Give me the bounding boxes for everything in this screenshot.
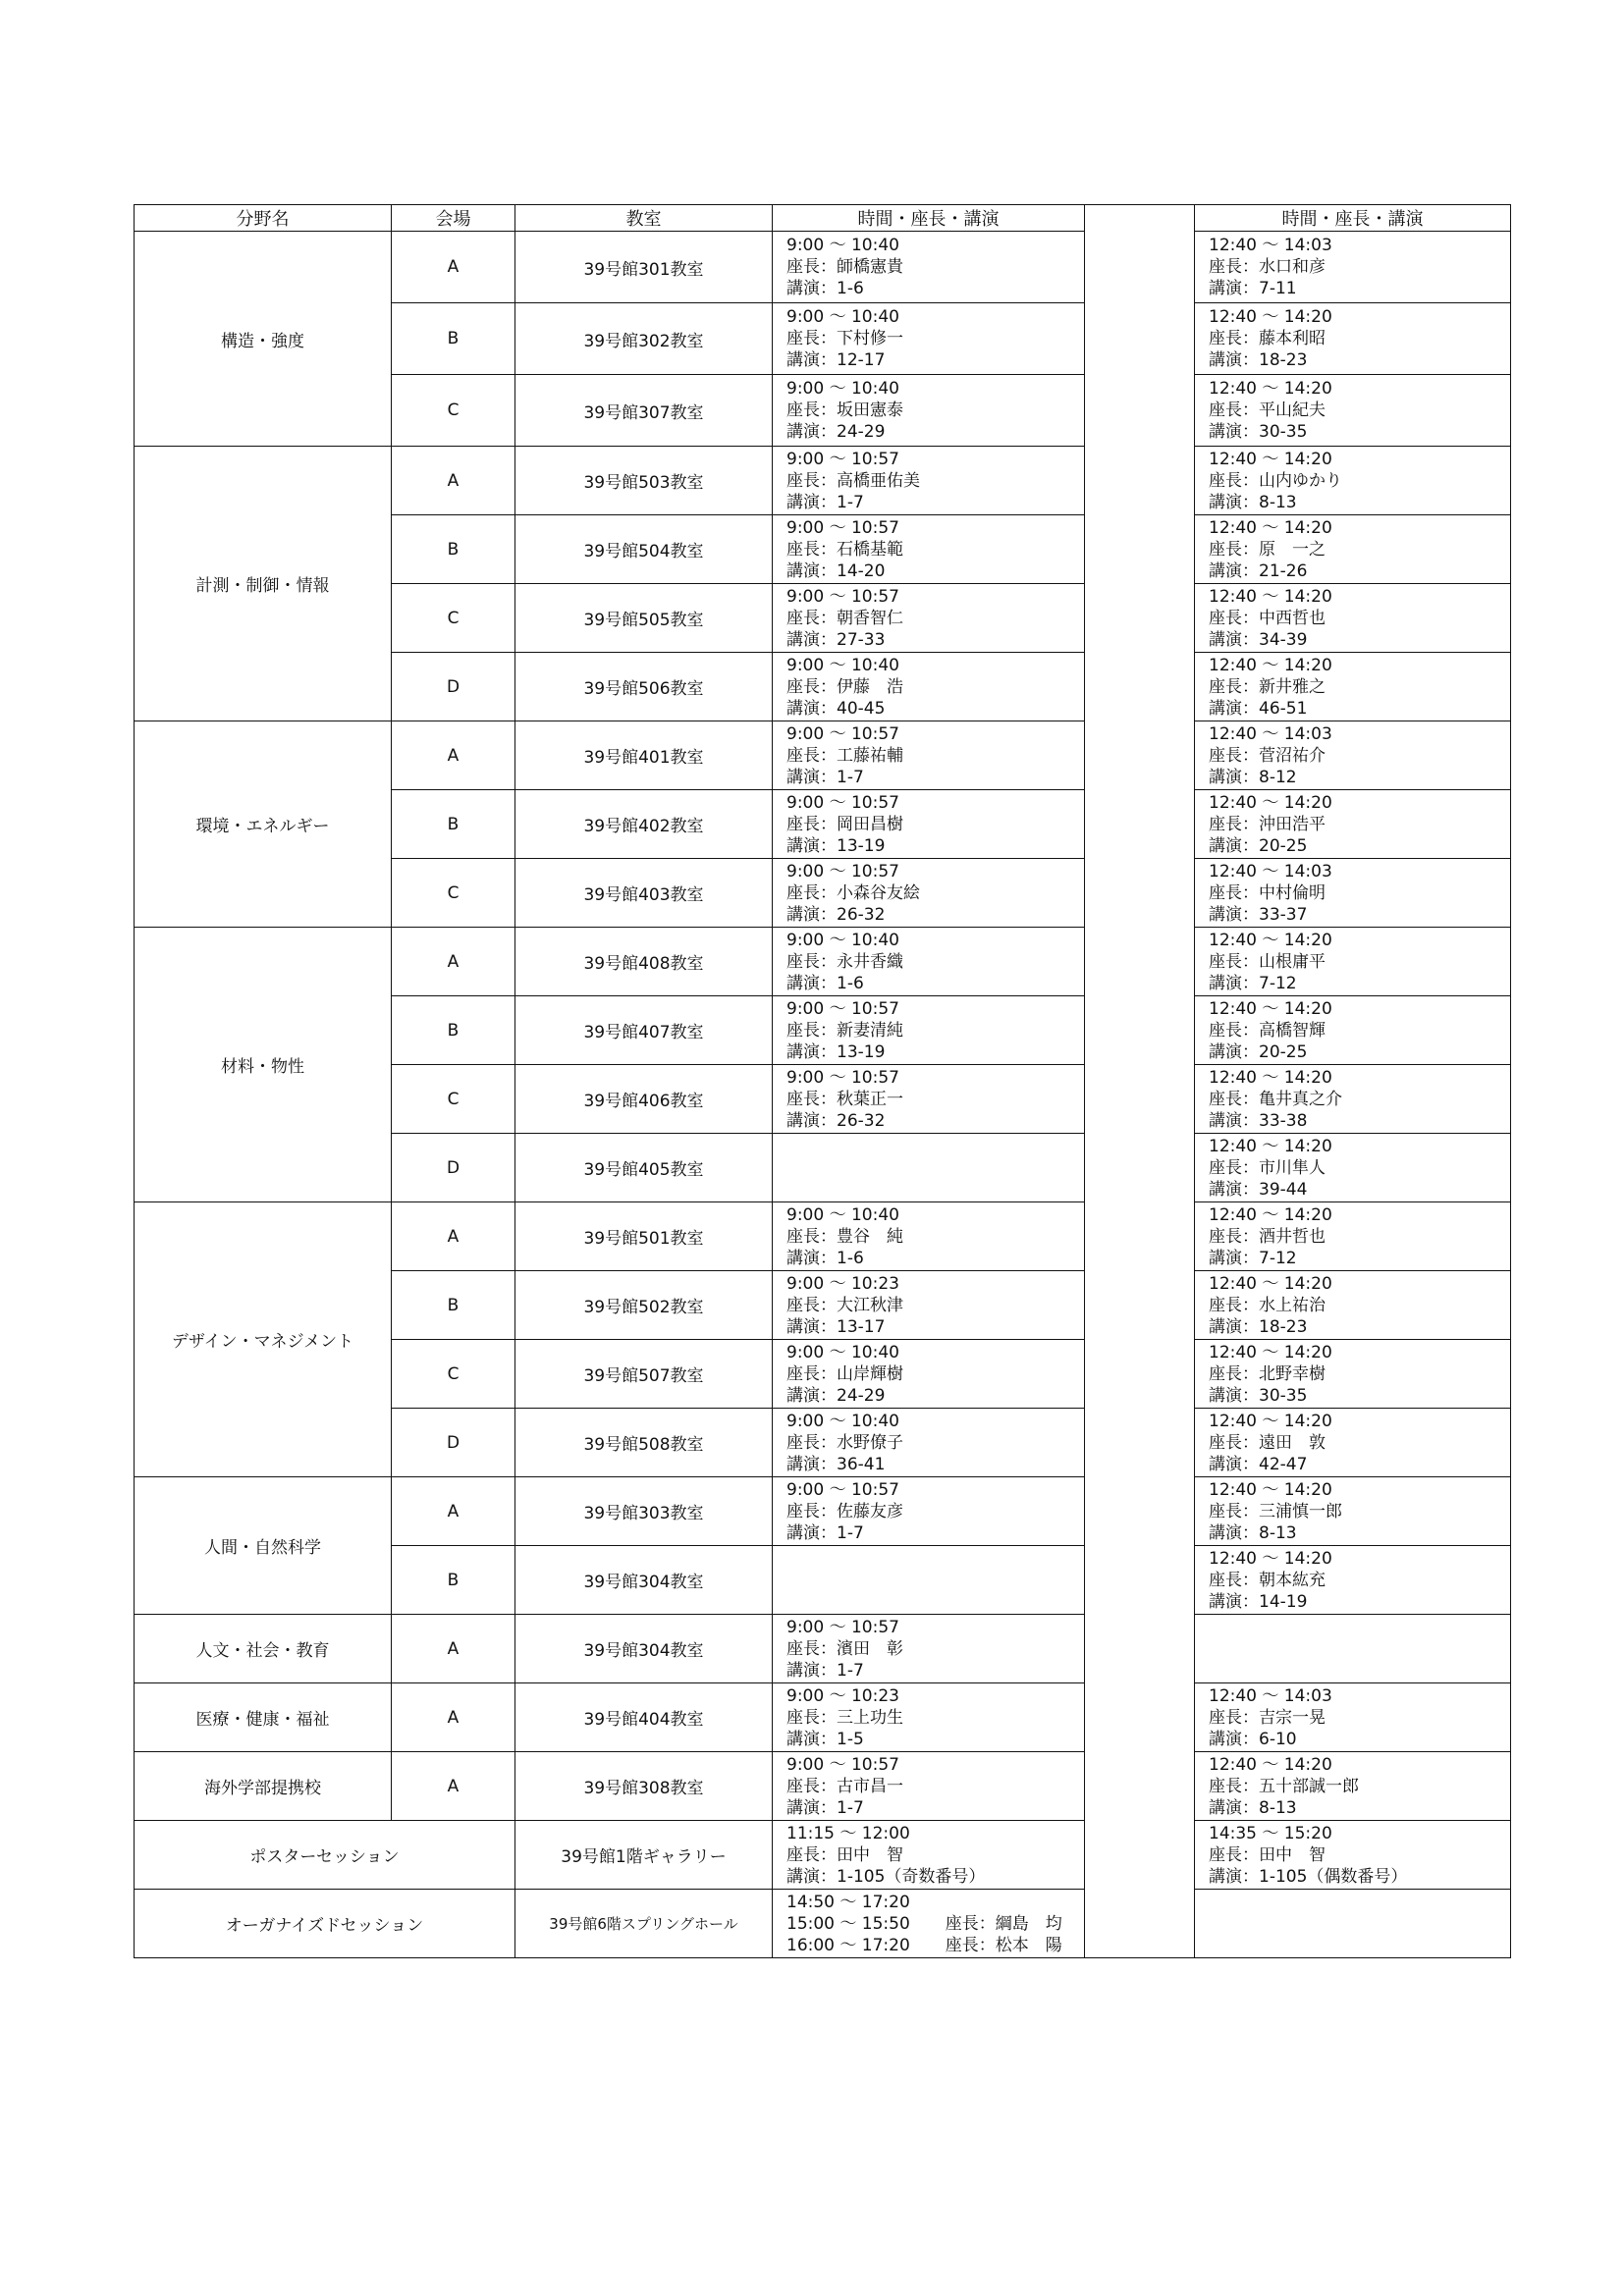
table-row [135, 721, 1511, 790]
session-line: 座長：市川隼人 [1209, 1157, 1326, 1178]
venue-label: B [392, 1546, 515, 1615]
room-name: 39号館302教室 [515, 303, 773, 375]
session-line: 12:40 ～ 14:20 [1209, 1204, 1332, 1225]
session-line: 講演：1-105（奇数番号） [786, 1866, 986, 1887]
session-line: 9:00 ～ 10:40 [786, 930, 899, 950]
am-session [773, 1340, 1085, 1409]
pm-session [1195, 375, 1511, 447]
pm-session [1195, 303, 1511, 375]
session-line: 12:40 ～ 14:20 [1209, 1479, 1332, 1500]
table-row [135, 1615, 1511, 1683]
venue-label: C [392, 375, 515, 447]
session-line: 座長：佐藤友彦 [786, 1501, 903, 1522]
pm-session [1195, 1683, 1511, 1752]
session-line: 座長：永井香織 [786, 951, 903, 972]
session-line: 座長：水口和彦 [1209, 257, 1326, 277]
venue-label: B [392, 1271, 515, 1340]
organized-time: 14:50 ～ 17:20 [786, 1892, 910, 1912]
session-line: 12:40 ～ 14:20 [1209, 586, 1332, 607]
poster-pm [1195, 1821, 1511, 1890]
pm-session [1195, 1340, 1511, 1409]
organized-line [786, 1913, 1510, 1935]
field-name: 材料・物性 [135, 928, 392, 1202]
venue-label: A [392, 1202, 515, 1271]
field-name: 海外学部提携校 [135, 1752, 392, 1821]
session-line: 座長：工藤祐輔 [786, 745, 903, 766]
session-line: 座長：三浦慎一郎 [1209, 1501, 1342, 1522]
session-line: 講演：1-6 [786, 279, 864, 298]
organized-room: 39号館6階スプリングホール [515, 1890, 773, 1958]
session-line: 座長：山根庸平 [1209, 951, 1326, 972]
room-name: 39号館505教室 [515, 584, 773, 653]
session-line: 講演：30-35 [1209, 1385, 1308, 1406]
session-line: 9:00 ～ 10:57 [786, 586, 899, 607]
session-line: 座長：酒井哲也 [1209, 1226, 1326, 1247]
gap-column [1085, 232, 1195, 1958]
am-session [773, 996, 1085, 1065]
pm-session [1195, 232, 1511, 303]
session-line: 講演：20-25 [1209, 835, 1308, 856]
session-line: 12:40 ～ 14:20 [1209, 307, 1332, 327]
session-line: 座長：平山紀夫 [1209, 400, 1326, 420]
venue-label: C [392, 1340, 515, 1409]
session-line: 講演：8-13 [1209, 1522, 1297, 1543]
session-line: 講演：1-105（偶数番号） [1209, 1866, 1408, 1887]
session-line: 講演：33-37 [1209, 904, 1308, 925]
session-line: 座長：師橋憲貴 [786, 257, 903, 277]
schedule-table [134, 204, 1511, 1958]
header-row [135, 205, 1511, 232]
am-session [773, 1546, 1085, 1615]
session-line: 座長：小森谷友絵 [786, 882, 920, 903]
session-line: 座長：坂田憲泰 [786, 400, 903, 420]
pm-session [1195, 996, 1511, 1065]
venue-label: B [392, 303, 515, 375]
venue-label: A [392, 447, 515, 515]
room-name: 39号館501教室 [515, 1202, 773, 1271]
session-line: 講演：8-13 [1209, 1797, 1297, 1818]
room-name: 39号館307教室 [515, 375, 773, 447]
pm-session [1195, 721, 1511, 790]
room-name: 39号館304教室 [515, 1546, 773, 1615]
pm-session [1195, 447, 1511, 515]
organized-chair: 座長：綱島 均 [945, 1913, 1062, 1934]
organized-time: 15:00 ～ 15:50 [786, 1913, 910, 1934]
venue-label: B [392, 790, 515, 859]
session-line: 座長：岡田昌樹 [786, 814, 903, 834]
session-line: 講演：46-51 [1209, 698, 1308, 719]
session-line: 12:40 ～ 14:03 [1209, 723, 1332, 744]
am-session [773, 1202, 1085, 1271]
table-row [135, 1752, 1511, 1821]
organized-line [786, 1892, 1510, 1913]
session-line: 講演：24-29 [786, 1385, 886, 1406]
session-line: 座長：大江秋津 [786, 1295, 903, 1315]
organized-chair: 座長：松本 陽 [945, 1935, 1062, 1955]
am-session [773, 928, 1085, 996]
session-line: 9:00 ～ 10:40 [786, 1204, 899, 1225]
venue-label: A [392, 1752, 515, 1821]
am-session [773, 584, 1085, 653]
session-line: 講演：7-11 [1209, 279, 1297, 298]
venue-label: C [392, 584, 515, 653]
room-name: 39号館402教室 [515, 790, 773, 859]
room-name: 39号館503教室 [515, 447, 773, 515]
header-gap [1085, 205, 1195, 232]
session-line: 講演：8-13 [1209, 492, 1297, 512]
session-line: 講演：40-45 [786, 698, 886, 719]
table-row [135, 1683, 1511, 1752]
session-line: 講演：14-20 [786, 561, 886, 581]
session-line: 座長：朝本紘充 [1209, 1570, 1326, 1590]
am-session [773, 447, 1085, 515]
pm-session [1195, 1134, 1511, 1202]
session-line: 9:00 ～ 10:57 [786, 1617, 899, 1637]
venue-label: A [392, 928, 515, 996]
venue-label: D [392, 653, 515, 721]
session-line: 座長：山岸輝樹 [786, 1363, 903, 1384]
table-row [135, 447, 1511, 515]
session-line: 座長：中西哲也 [1209, 608, 1326, 628]
room-name: 39号館507教室 [515, 1340, 773, 1409]
poster-room: 39号館1階ギャラリー [515, 1821, 773, 1890]
session-line: 座長：下村修一 [786, 329, 903, 348]
session-line: 講演：7-12 [1209, 973, 1297, 993]
table-row [135, 232, 1511, 303]
session-line: 座長：水上祐治 [1209, 1295, 1326, 1315]
session-line: 講演：1-7 [786, 767, 864, 787]
room-name: 39号館404教室 [515, 1683, 773, 1752]
am-session [773, 515, 1085, 584]
session-line: 講演：1-6 [786, 973, 864, 993]
session-line: 講演：18-23 [1209, 350, 1308, 370]
room-name: 39号館406教室 [515, 1065, 773, 1134]
session-line: 12:40 ～ 14:20 [1209, 517, 1332, 538]
session-line: 講演：26-32 [786, 1110, 886, 1131]
session-line: 9:00 ～ 10:57 [786, 792, 899, 813]
am-session [773, 303, 1085, 375]
poster-am [773, 1821, 1085, 1890]
session-line: 12:40 ～ 14:20 [1209, 1548, 1332, 1569]
session-line: 講演：13-17 [786, 1316, 886, 1337]
session-line: 講演：21-26 [1209, 561, 1308, 581]
room-name: 39号館506教室 [515, 653, 773, 721]
am-session [773, 1134, 1085, 1202]
venue-label: A [392, 232, 515, 303]
session-line: 座長：秋葉正一 [786, 1089, 903, 1109]
session-line: 講演：33-38 [1209, 1110, 1308, 1131]
header-field: 分野名 [135, 205, 392, 232]
session-line: 講演：8-12 [1209, 767, 1297, 787]
organized-time: 16:00 ～ 17:20 [786, 1935, 910, 1955]
table-row [135, 1477, 1511, 1546]
am-session [773, 375, 1085, 447]
session-line: 座長：高橋亜佑美 [786, 470, 920, 491]
session-line: 講演：39-44 [1209, 1179, 1308, 1200]
am-session [773, 1065, 1085, 1134]
pm-session [1195, 1477, 1511, 1546]
session-line: 講演：6-10 [1209, 1729, 1297, 1749]
session-line: 9:00 ～ 10:57 [786, 517, 899, 538]
session-line: 座長：中村倫明 [1209, 882, 1326, 903]
session-line: 9:00 ～ 10:23 [786, 1273, 899, 1294]
room-name: 39号館502教室 [515, 1271, 773, 1340]
venue-label: B [392, 515, 515, 584]
pm-session [1195, 1409, 1511, 1477]
room-name: 39号館405教室 [515, 1134, 773, 1202]
session-line: 座長：濱田 彰 [786, 1638, 903, 1659]
session-line: 座長：三上功生 [786, 1707, 903, 1728]
pm-session [1195, 1202, 1511, 1271]
session-line: 座長：吉宗一晃 [1209, 1707, 1326, 1728]
session-line: 講演：14-19 [1209, 1591, 1308, 1612]
session-line: 9:00 ～ 10:57 [786, 861, 899, 881]
room-name: 39号館508教室 [515, 1409, 773, 1477]
session-line: 講演：1-6 [786, 1248, 864, 1268]
session-line: 講演：1-5 [786, 1729, 864, 1749]
venue-label: D [392, 1409, 515, 1477]
session-line: 12:40 ～ 14:03 [1209, 1685, 1332, 1706]
field-name: 人文・社会・教育 [135, 1615, 392, 1683]
pm-session [1195, 584, 1511, 653]
session-line: 座長：五十部誠一郎 [1209, 1776, 1359, 1796]
room-name: 39号館308教室 [515, 1752, 773, 1821]
session-line: 12:40 ～ 14:03 [1209, 861, 1332, 881]
am-session [773, 232, 1085, 303]
venue-label: A [392, 1477, 515, 1546]
session-line: 12:40 ～ 14:20 [1209, 792, 1332, 813]
session-line: 14:35 ～ 15:20 [1209, 1823, 1332, 1843]
session-line: 講演：34-39 [1209, 629, 1308, 650]
session-line: 講演：1-7 [786, 1522, 864, 1543]
session-line: 講演：1-7 [786, 492, 864, 512]
session-line: 9:00 ～ 10:40 [786, 236, 899, 255]
am-session [773, 1409, 1085, 1477]
session-line: 座長：菅沼祐介 [1209, 745, 1326, 766]
session-line: 12:40 ～ 14:20 [1209, 1754, 1332, 1775]
session-line: 講演：24-29 [786, 422, 886, 442]
session-line: 9:00 ～ 10:57 [786, 1754, 899, 1775]
pm-session [1195, 1065, 1511, 1134]
session-line: 講演：36-41 [786, 1454, 886, 1474]
session-line: 講演：30-35 [1209, 422, 1308, 442]
pm-session [1195, 653, 1511, 721]
session-line: 12:40 ～ 14:20 [1209, 1273, 1332, 1294]
field-name: 環境・エネルギー [135, 721, 392, 928]
session-line: 9:00 ～ 10:57 [786, 998, 899, 1019]
venue-label: C [392, 859, 515, 928]
session-line: 講演：1-7 [786, 1660, 864, 1681]
session-line: 座長：田中 智 [1209, 1844, 1326, 1865]
session-line: 座長：古市昌一 [786, 1776, 903, 1796]
session-line: 9:00 ～ 10:40 [786, 307, 899, 327]
session-line: 11:15 ～ 12:00 [786, 1823, 910, 1843]
field-name: デザイン・マネジメント [135, 1202, 392, 1477]
session-line: 講演：13-19 [786, 1041, 886, 1062]
session-line: 座長：新妻清純 [786, 1020, 903, 1041]
venue-label: A [392, 1683, 515, 1752]
session-line: 座長：山内ゆかり [1209, 470, 1342, 491]
pm-session [1195, 1615, 1511, 1683]
session-line: 講演：13-19 [786, 835, 886, 856]
session-line: 座長：伊藤 浩 [786, 676, 903, 697]
am-session [773, 721, 1085, 790]
am-session [773, 790, 1085, 859]
session-line: 9:00 ～ 10:40 [786, 655, 899, 675]
table-row [135, 928, 1511, 996]
field-name: 人間・自然科学 [135, 1477, 392, 1615]
session-line: 12:40 ～ 14:20 [1209, 449, 1332, 469]
room-name: 39号館403教室 [515, 859, 773, 928]
session-line: 座長：水野僚子 [786, 1432, 903, 1453]
header-room: 教室 [515, 205, 773, 232]
organized-sessions [773, 1890, 1511, 1958]
session-line: 9:00 ～ 10:57 [786, 449, 899, 469]
schedule-body [135, 232, 1511, 1958]
pm-session [1195, 928, 1511, 996]
venue-label: B [392, 996, 515, 1065]
pm-session [1195, 859, 1511, 928]
organized-row [135, 1890, 1511, 1958]
session-line: 座長：北野幸樹 [1209, 1363, 1326, 1384]
table-row [135, 1202, 1511, 1271]
field-name: 計測・制御・情報 [135, 447, 392, 721]
session-line: 9:00 ～ 10:40 [786, 379, 899, 399]
session-line: 9:00 ～ 10:40 [786, 1342, 899, 1362]
pm-session [1195, 1271, 1511, 1340]
organized-name: オーガナイズドセッション [135, 1890, 515, 1958]
room-name: 39号館303教室 [515, 1477, 773, 1546]
session-line: 座長：亀井真之介 [1209, 1089, 1342, 1109]
session-line: 座長：豊谷 純 [786, 1226, 903, 1247]
session-line: 12:40 ～ 14:03 [1209, 236, 1332, 255]
poster-row [135, 1821, 1511, 1890]
pm-session [1195, 1546, 1511, 1615]
session-line: 座長：藤本利昭 [1209, 329, 1326, 348]
session-line: 座長：田中 智 [786, 1844, 903, 1865]
session-line: 12:40 ～ 14:20 [1209, 379, 1332, 399]
session-line: 9:00 ～ 10:57 [786, 723, 899, 744]
session-line: 講演：12-17 [786, 350, 886, 370]
am-session [773, 1615, 1085, 1683]
header-venue: 会場 [392, 205, 515, 232]
venue-label: C [392, 1065, 515, 1134]
am-session [773, 653, 1085, 721]
pm-session [1195, 1752, 1511, 1821]
session-line: 講演：7-12 [1209, 1248, 1297, 1268]
am-session [773, 1271, 1085, 1340]
session-line: 座長：遠田 敦 [1209, 1432, 1326, 1453]
am-session [773, 859, 1085, 928]
header-pm: 時間・座長・講演 [1195, 205, 1511, 232]
session-line: 講演：1-7 [786, 1797, 864, 1818]
session-line: 9:00 ～ 10:23 [786, 1685, 899, 1706]
session-line: 9:00 ～ 10:40 [786, 1411, 899, 1431]
session-line: 9:00 ～ 10:57 [786, 1479, 899, 1500]
pm-session [1195, 515, 1511, 584]
session-line: 12:40 ～ 14:20 [1209, 655, 1332, 675]
session-line: 座長：原 一之 [1209, 539, 1326, 560]
room-name: 39号館504教室 [515, 515, 773, 584]
session-line: 9:00 ～ 10:57 [786, 1067, 899, 1088]
poster-name: ポスターセッション [135, 1821, 515, 1890]
session-line: 講演：18-23 [1209, 1316, 1308, 1337]
session-line: 講演：27-33 [786, 629, 886, 650]
session-line: 12:40 ～ 14:20 [1209, 930, 1332, 950]
session-line: 12:40 ～ 14:20 [1209, 998, 1332, 1019]
session-line: 座長：沖田浩平 [1209, 814, 1326, 834]
organized-line [786, 1935, 1510, 1956]
session-line: 講演：42-47 [1209, 1454, 1308, 1474]
session-line: 座長：新井雅之 [1209, 676, 1326, 697]
session-line: 座長：朝香智仁 [786, 608, 903, 628]
session-line: 講演：20-25 [1209, 1041, 1308, 1062]
room-name: 39号館401教室 [515, 721, 773, 790]
venue-label: A [392, 1615, 515, 1683]
room-name: 39号館407教室 [515, 996, 773, 1065]
session-line: 12:40 ～ 14:20 [1209, 1342, 1332, 1362]
session-line: 座長：高橋智輝 [1209, 1020, 1326, 1041]
am-session [773, 1477, 1085, 1546]
session-line: 座長：石橋基範 [786, 539, 903, 560]
pm-session [1195, 790, 1511, 859]
room-name: 39号館301教室 [515, 232, 773, 303]
room-name: 39号館304教室 [515, 1615, 773, 1683]
session-line: 12:40 ～ 14:20 [1209, 1136, 1332, 1156]
venue-label: A [392, 721, 515, 790]
header-am: 時間・座長・講演 [773, 205, 1085, 232]
room-name: 39号館408教室 [515, 928, 773, 996]
field-name: 構造・強度 [135, 232, 392, 447]
session-line: 12:40 ～ 14:20 [1209, 1067, 1332, 1088]
session-line: 講演：26-32 [786, 904, 886, 925]
session-line: 12:40 ～ 14:20 [1209, 1411, 1332, 1431]
venue-label: D [392, 1134, 515, 1202]
am-session [773, 1683, 1085, 1752]
am-session [773, 1752, 1085, 1821]
field-name: 医療・健康・福祉 [135, 1683, 392, 1752]
